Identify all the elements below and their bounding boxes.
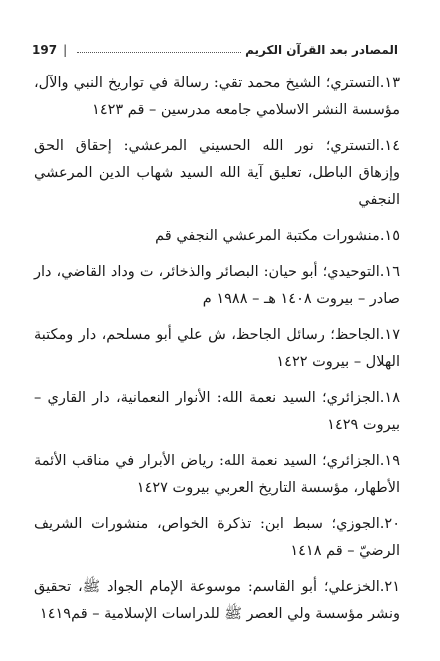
running-header <box>32 40 398 60</box>
bibliography-list <box>34 70 400 637</box>
page-number: 197 <box>32 43 58 57</box>
bibliography-entry-14: ١٤.التستري؛ نور الله الحسيني المرعشي: إحقاق الحق وإزهاق الباطل، تعليق آية الله السيد شهاب الدين المرعشي النجفي <box>34 138 400 208</box>
bibliography-entry-13: ١٣.التستري؛ الشيخ محمد تقي: رسالة في تواريخ النبي والآل، مؤسسة النشر الاسلامي جامعه مدرسين – قم ١٤٢٣ <box>34 75 400 118</box>
running-header-title: المصادر بعد القرآن الكريم <box>245 43 398 57</box>
bibliography-entry-16: ١٦.التوحيدي؛ أبو حيان: البصائر والذخائر، ت وداد القاضي، دار صادر – بيروت ١٤٠٨ هـ – ١٩٨٨ م <box>34 264 400 307</box>
bibliography-entry-20: ٢٠.الجوزي؛ سبط ابن: تذكرة الخواص، منشورات الشريف الرضيّ – قم ١٤١٨ <box>34 516 400 559</box>
bibliography-entry-19: ١٩.الجزائري؛ السيد نعمة الله: رياض الأبرار في مناقب الأئمة الأطهار، مؤسسة التاريخ العربي بيروت ١٤٢٧ <box>34 453 400 496</box>
header-separator: | <box>63 43 68 57</box>
bibliography-entry-17: ١٧.الجاحظ؛ رسائل الجاحظ، ش علي أبو مسلحم، دار ومكتبة الهلال – بيروت ١٤٢٢ <box>34 327 400 370</box>
bibliography-entry-21: ٢١.الخزعلي؛ أبو القاسم: موسوعة الإمام الجواد ﷺ، تحقيق ونشر مؤسسة ولي العصر ﷺ للدراسات الإسلامية – قم١٤١٩ <box>34 579 400 622</box>
bibliography-entry-15: ١٥.منشورات مكتبة المرعشي النجفي قم <box>155 228 400 244</box>
header-dotted-leader <box>77 52 241 53</box>
bibliography-entry-18: ١٨.الجزائري؛ السيد نعمة الله: الأنوار النعمانية، دار القاري – بيروت ١٤٢٩ <box>34 390 400 433</box>
